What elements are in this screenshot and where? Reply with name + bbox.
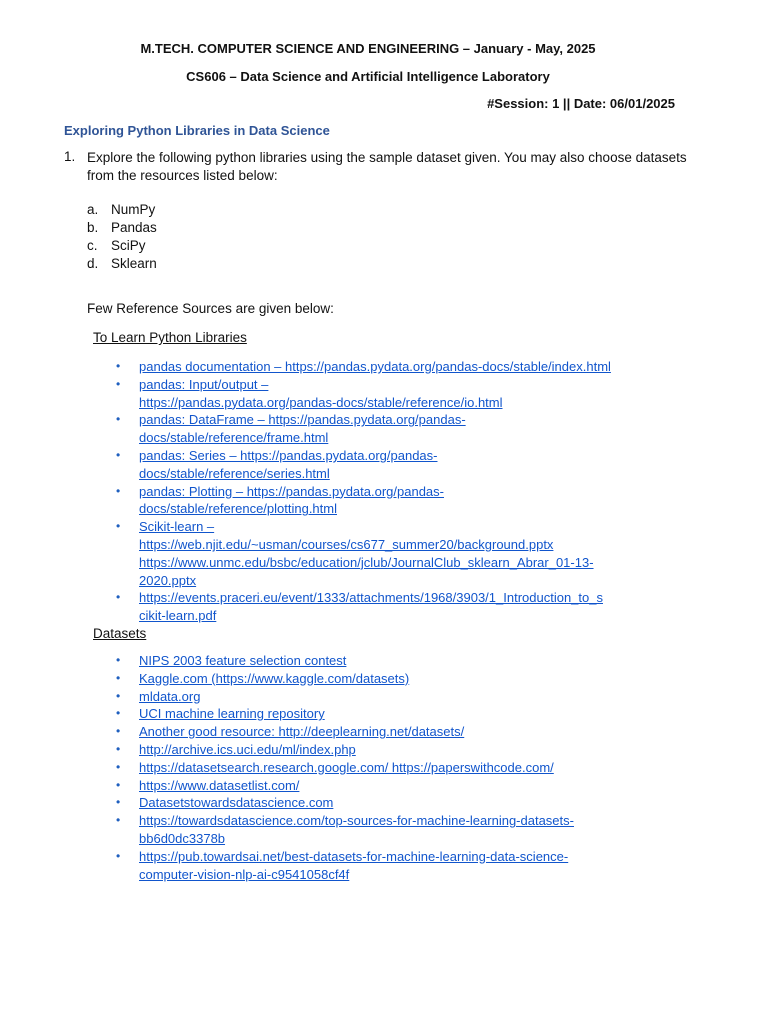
list-item [116, 589, 676, 625]
library-item [87, 256, 157, 271]
question-number: 1. [64, 149, 76, 164]
question-text: Explore the following python libraries using the sample dataset given. You may also choose datasets from the resources listed below: [87, 150, 687, 183]
list-item [116, 848, 636, 884]
library-item [87, 202, 155, 217]
bullet-icon: • [116, 376, 121, 391]
reference-link[interactable]: pandas: DataFrame – https://pandas.pydata.org/pandas- docs/stable/reference/frame.html [139, 412, 466, 446]
bullet-icon: • [116, 795, 121, 810]
bullet-icon: • [116, 741, 121, 756]
item-label: d. [87, 256, 99, 271]
dataset-links-list [116, 652, 636, 883]
reference-link[interactable]: pandas: Series – https://pandas.pydata.org/pandas- docs/stable/reference/series.html [139, 447, 438, 481]
learn-links-list [116, 358, 676, 625]
list-item [116, 705, 636, 723]
bullet-icon: • [116, 759, 121, 774]
item-text: Sklearn [111, 256, 157, 271]
bullet-icon: • [116, 848, 121, 863]
reference-link[interactable]: Scikit-learn – https://web.njit.edu/~usman/courses/cs677_summer20/background.pptx https://www.unmc.edu/bsbc/education/jclub/JournalClub_sklearn_Abrar_01-13- 2020.pptx [139, 519, 594, 588]
list-item [116, 688, 636, 706]
list-item [116, 652, 636, 670]
reference-link[interactable]: https://towardsdatascience.com/top-sources-for-machine-learning-datasets- bb6d0dc3378b [139, 813, 574, 846]
library-item [87, 238, 146, 253]
section-title: Exploring Python Libraries in Data Science [64, 123, 330, 138]
bullet-icon: • [116, 724, 121, 739]
reference-link[interactable]: NIPS 2003 feature selection contest [139, 653, 347, 668]
reference-link[interactable]: Datasetstowardsdatascience.com [139, 795, 334, 811]
list-item [116, 777, 636, 795]
datasets-heading: Datasets [93, 626, 147, 641]
bullet-icon: • [116, 777, 121, 792]
learn-libraries-heading: To Learn Python Libraries [93, 330, 247, 345]
session-date: #Session: 1 || Date: 06/01/2025 [487, 96, 675, 111]
bullet-icon: • [116, 483, 121, 498]
list-item [116, 741, 636, 759]
reference-link[interactable]: https://datasetsearch.research.google.com/ https://paperswithcode.com/ [139, 759, 554, 775]
list-item [116, 358, 676, 376]
list-item [116, 518, 676, 589]
bullet-icon: • [116, 359, 121, 373]
item-label: a. [87, 202, 99, 217]
list-item [116, 670, 636, 688]
bullet-icon: • [116, 670, 121, 685]
item-text: NumPy [111, 202, 156, 217]
bullet-icon: • [116, 519, 121, 534]
item-label: c. [87, 238, 98, 253]
reference-link[interactable]: pandas: Plotting – https://pandas.pydata.org/pandas- docs/stable/reference/plotting.html [139, 483, 444, 517]
bullet-icon: • [116, 688, 121, 703]
list-item [116, 812, 636, 848]
lab-title: CS606 – Data Science and Artificial Intelligence Laboratory [186, 69, 550, 84]
bullet-icon: • [116, 653, 121, 667]
reference-link[interactable]: pandas: Input/output – https://pandas.pydata.org/pandas-docs/stable/reference/io.html [139, 376, 503, 410]
list-item [116, 759, 636, 777]
reference-link[interactable]: http://archive.ics.uci.edu/ml/index.php [139, 741, 356, 757]
reference-link[interactable]: pandas documentation – https://pandas.pydata.org/pandas-docs/stable/index.html [139, 359, 611, 374]
bullet-icon: • [116, 447, 121, 462]
list-item [116, 794, 636, 812]
item-text: Pandas [111, 220, 157, 235]
reference-link[interactable]: Another good resource: http://deeplearning.net/datasets/ [139, 724, 465, 740]
reference-link[interactable]: https://events.praceri.eu/event/1333/attachments/1968/3903/1_Introduction_to_s cikit-learn.pdf [139, 590, 603, 624]
item-text: SciPy [111, 238, 146, 253]
list-item [116, 411, 676, 447]
list-item [116, 447, 676, 483]
list-item [116, 723, 636, 741]
bullet-icon: • [116, 706, 121, 721]
library-item [87, 220, 157, 235]
reference-link[interactable]: Kaggle.com (https://www.kaggle.com/datasets) [139, 670, 410, 686]
course-title: M.TECH. COMPUTER SCIENCE AND ENGINEERING – January - May, 2025 [140, 41, 596, 56]
reference-link[interactable]: mldata.org [139, 688, 201, 704]
item-label: b. [87, 220, 99, 235]
reference-link[interactable]: https://www.datasetlist.com/ [139, 777, 300, 793]
bullet-icon: • [116, 412, 121, 427]
list-item [116, 483, 676, 519]
bullet-icon: • [116, 813, 121, 828]
reference-intro: Few Reference Sources are given below: [87, 301, 334, 316]
list-item [116, 376, 676, 412]
reference-link[interactable]: UCI machine learning repository [139, 706, 325, 722]
bullet-icon: • [116, 590, 121, 605]
reference-link[interactable]: https://pub.towardsai.net/best-datasets-for-machine-learning-data-science- computer-vision-nlp-ai-c9541058cf4f [139, 848, 569, 882]
